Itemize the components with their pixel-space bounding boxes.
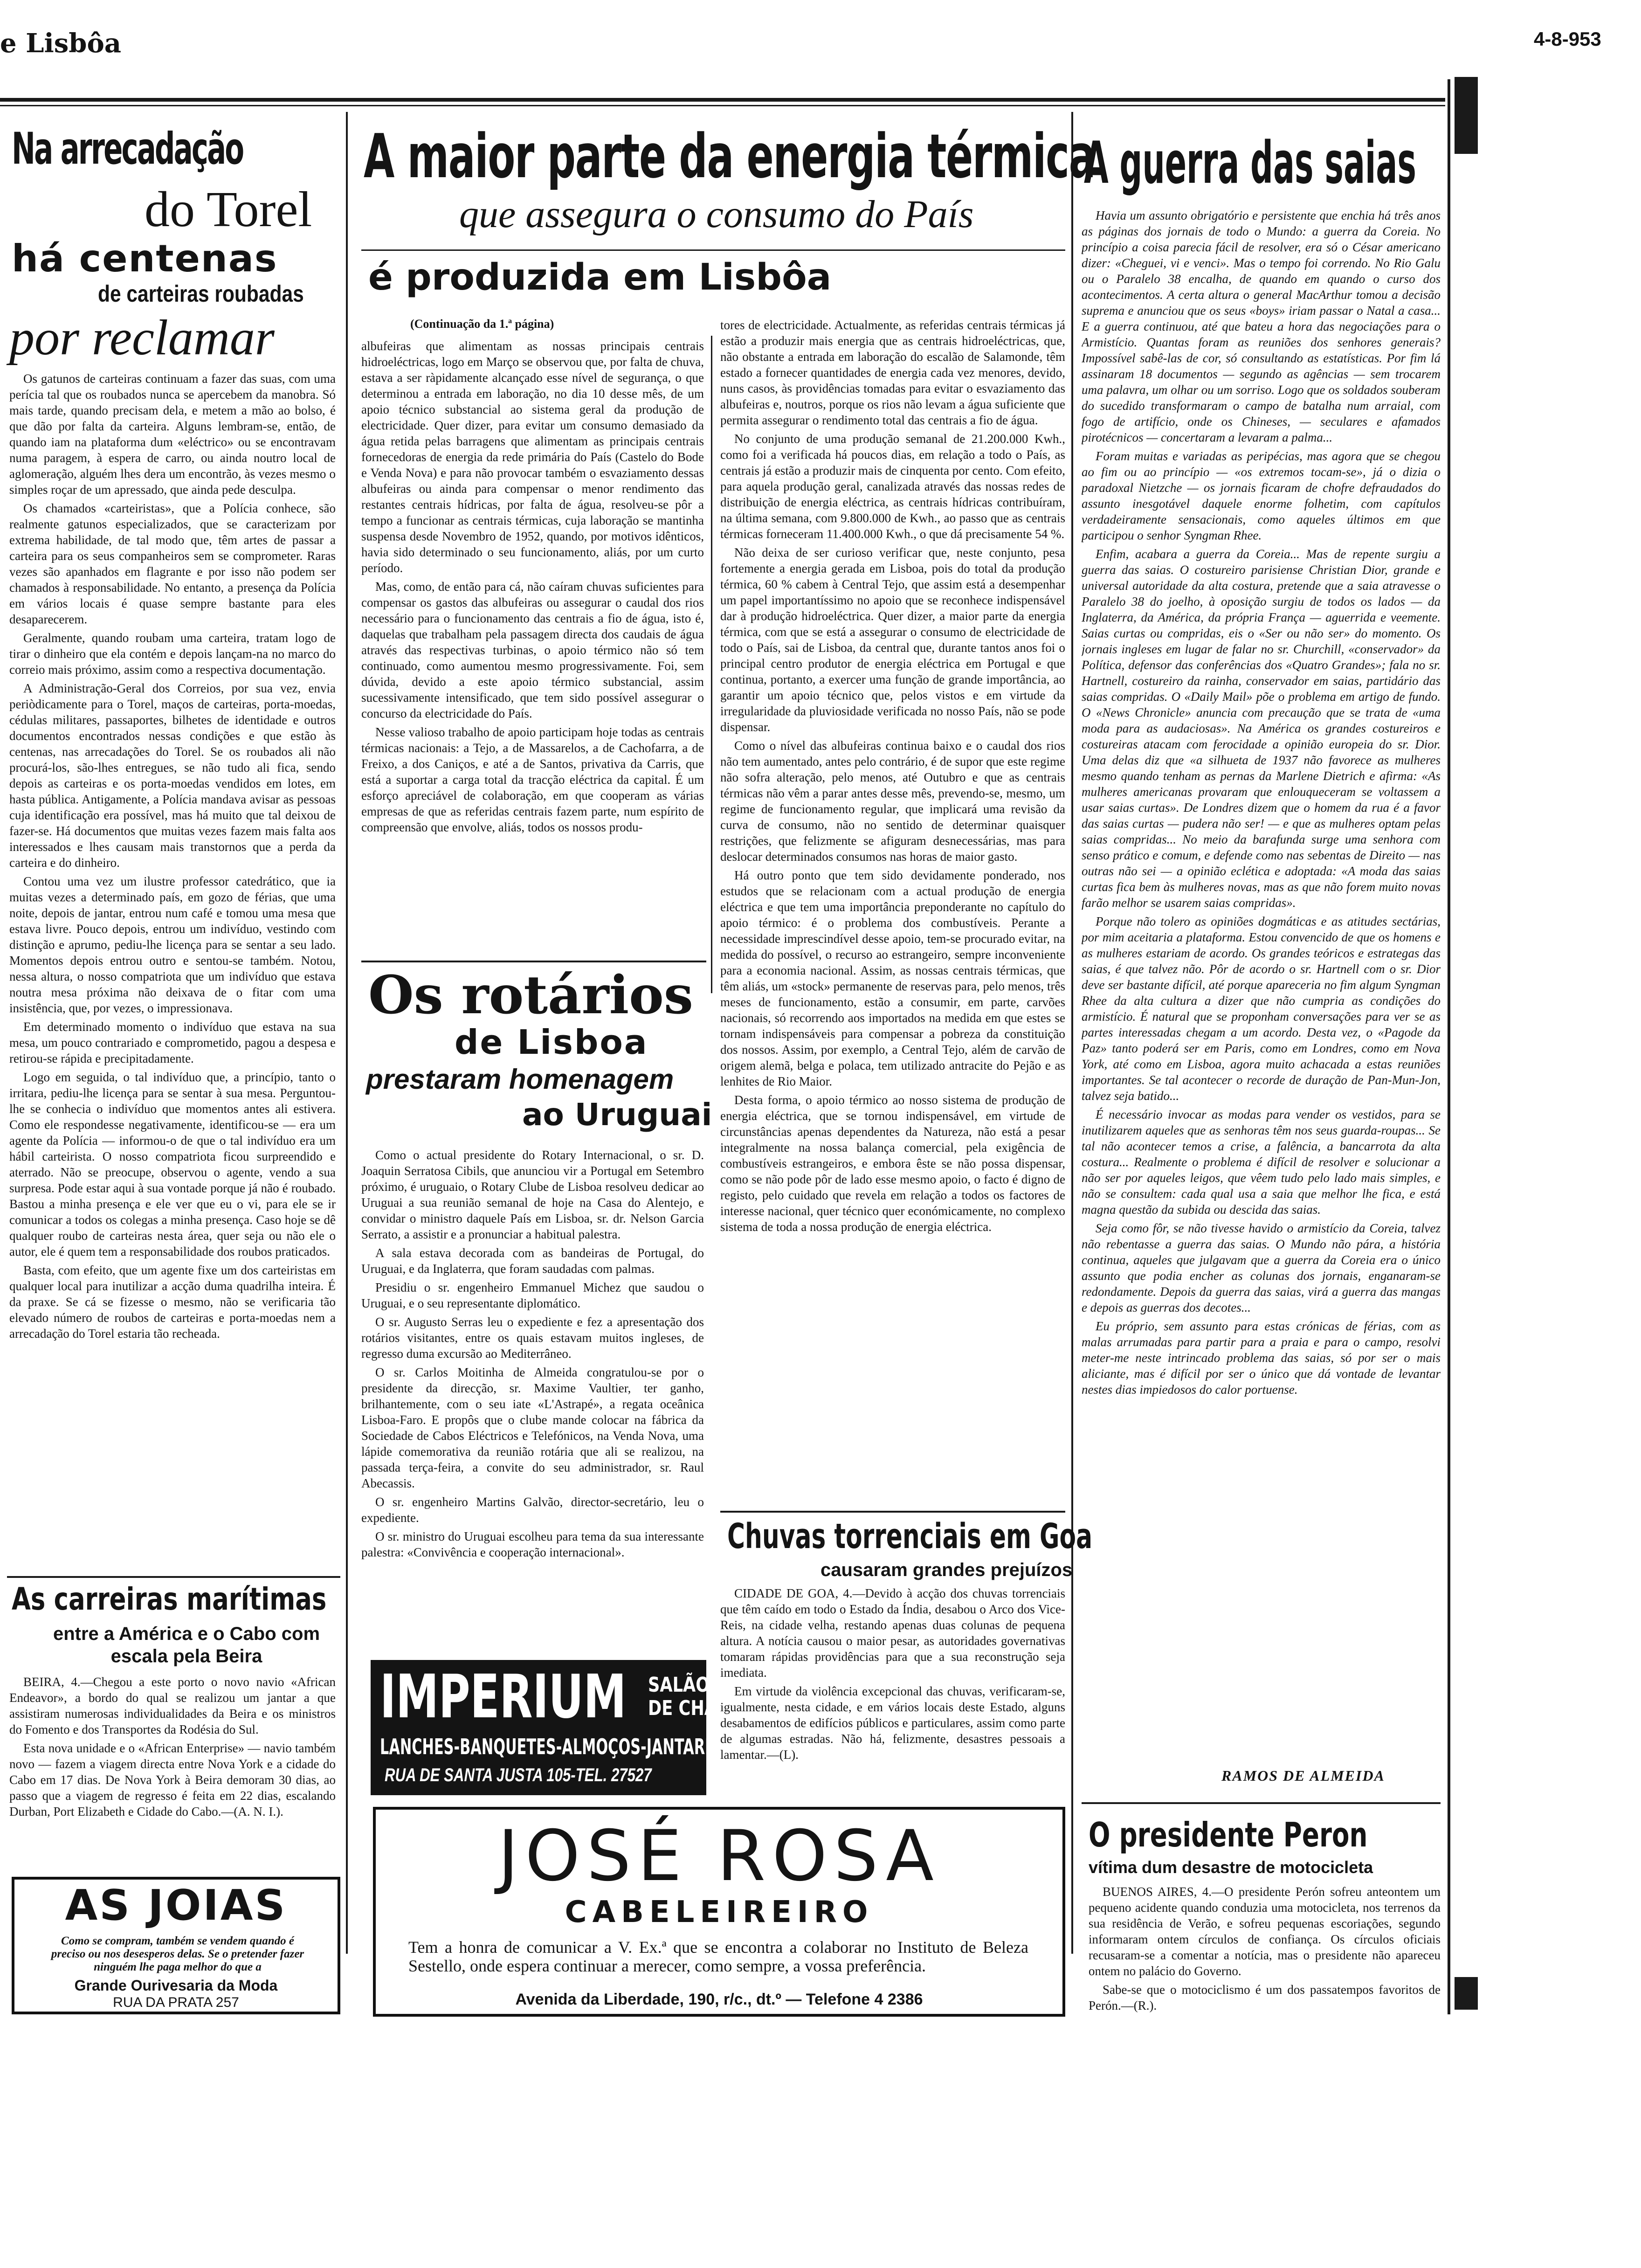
energia-paragraph: Não deixa de ser curioso verificar que, neste conjunto, pesa fortemente a energia gerada em Lisboa, pois do total da produção térmica, 60 % cabem à Central Tejo, que assim está a desempenhar um papel importantíssimo no apoio que se reconhece indispensável dar à produção hidroeléctrica. Quer dizer, a maior parte da energia térmica, com que se está a assegurar o consumo de electricidade de todo o País, sai de Lisboa, da central que, durante tantos anos foi o principal centro produtor de energia eléctrica em Portugal e que continua, portanto, a exercer uma função de grande importância, ao garantir um apoio técnico que, pelos vistos e em virtude da irregularidade da pluviosidade verificada no nosso País, não se pode dispensar.	[720, 546, 1065, 734]
chuvas-headline: Chuvas torrenciais em Goa	[727, 1516, 1093, 1556]
peron-rule	[1082, 1802, 1441, 1804]
energia-paragraph: Desta forma, o apoio térmico ao nosso sistema de produção de energia eléctrica, que se tornou indispensável, em virtude de circunstâncias apenas dependentes da Natureza, não está a pesar integralmente na nossa balança comercial, pela exigência de combustíveis estrangeiros, e embora êste se não possa dispensar, como se não pode pôr de lado esse mesmo apoio, o facto é digno de registo, pelo cuidado que revela em relação a todos os factores de interesse nacional, quer técnico quer económicamente, no complexo sistema de toda a nossa produção de energia eléctrica.	[720, 1093, 1065, 1234]
torel-paragraph: Contou uma vez um ilustre professor catedrático, que ia muitas vezes a determinado país, em gozo de férias, que uma noite, depois de jantar, entrou num café e tomou uma mesa que estava livre. Pouco depois, entrou um indivíduo, vestindo com distinção e aprumo, pediu-lhe licença para se sentar a seu lado. Momentos depois entrou outro e sentou-se também. Notou, nessa altura, o nosso compatriota que um indivíduo que estava noutra mesa próxima não deixava de o fitar com uma insistência, que, por vezes, o impressionava.	[9, 874, 336, 1015]
energia-col-1	[361, 338, 704, 982]
energia-paragraph: Mas, como, de então para cá, não caíram chuvas suficientes para compensar os gastos das albufeiras ou assegurar o caudal dos rios necessário para o funcionamento das centrais a fio de água, isto é, daquelas que trabalham pela passagem directa dos caudais de água através das respectivas turbinas, o apoio térmico não só tem continuado, como aumentou mesmo progressivamente. Foi, sem dúvida, devido a este apoio térmico substancial, assim sucessivamente intensificado, que tem sido possível assegurar o concurso da electricidade do País.	[361, 580, 704, 720]
column-rule-left	[346, 112, 348, 1954]
saias-paragraph: Seja como fôr, se não tivesse havido o armistício da Coreia, talvez não rebentasse a guerra das saias. O Mundo não pára, a história continua, aqueles que julgavam que a guerra da Coreia era o único assunto que podia encher as colunas dos jornais, enganaram-se redondamente. Depois da guerra das saias, virá a guerra das mangas e depois as guerras dos decotes...	[1082, 1221, 1441, 1314]
rotarios-head-1: Os rotários	[368, 965, 693, 1026]
masthead-rule	[0, 98, 1445, 102]
ad-imperium-line-1: LANCHES-BANQUETES-ALMOÇOS-JANTARES	[380, 1734, 725, 1759]
saias-paragraph: Porque não tolero as opiniões dogmáticas e as atitudes sectárias, por mim aceitaria a plataforma. Estou convencido de que os homens e as mulheres estariam de acordo. Os grandes teóricos e estrategas das saias, é que talvez não. Pôr de acordo o sr. Hartnell com o sr. Dior deve ser bastante difícil, até porque apareceria no fim algum Syngman Rhee da alta cultura a dizer que não cumpria as condições do armistício. É natural que se proponham conversações para ver se as partes interessadas chegam a um acordo. Desta vez, o «Pagode da Paz» tanto poderá ser em Paris, como em Londres, como em Nova York, até como em Lisboa, agora muito achacada a estas reuniões importantes. Se tal acontecer o recorde de duração de Pan-Mun-Jon, talvez seja batido...	[1082, 914, 1441, 1103]
peron-paragraph: Sabe-se que o motociclismo é um dos passatempos favoritos de Perón.—(R.).	[1089, 1983, 1441, 2012]
margin-bar-bottom	[1455, 1977, 1478, 2010]
torel-head-2: do Torel	[145, 182, 312, 237]
torel-head-4: de carteiras roubadas	[98, 281, 304, 307]
torel-body	[9, 371, 336, 1588]
masthead-section: e Lisbôa	[0, 28, 122, 59]
ad-imperium-name: IMPERIUM	[380, 1662, 627, 1732]
torel-paragraph: Logo em seguida, o tal indivíduo que, a princípio, tanto o irritara, pediu-lhe licença para se sentar à sua mesa. Perguntou-lhe se conhecia o indivíduo que momentos antes ali estivera. Como ele respondesse negativamente, identificou-se — era um agente da Polícia — informou-o de que o tal indivíduo era um hábil carteirista. O nosso compatriota ficou surpreendido e aterrado. Não se preocupe, observou o agente, vendo a sua surpresa. Pode estar aqui à sua vontade porque já não é roubado. Bastou a minha presença e ele ver que eu o vi, para ele se ir comunicar a todos os colegas a minha presença. Caso hoje se dê qualquer roubo de carteiras nesta área, quer seja ou não ele o autor, ele é quem tem a responsabilidade dos roubos praticados.	[9, 1070, 336, 1258]
peron-subhead: vítima dum desastre de motocicleta	[1089, 1858, 1373, 1877]
energia-head-1: A maior parte da energia térmica	[364, 121, 1096, 192]
energia-continuation: (Continuação da 1.ª página)	[410, 317, 554, 331]
chuvas-paragraph: CIDADE DE GOA, 4.—Devido à acção dos chuvas torrenciais que têm caído em todo o Estado da Índia, desabou o Arco dos Vice-Reis, na cidade velha, restando apenas duas colunas de pequena altura. A notícia causou o maior pesar, as autoridades governativas tomaram rápidas providências para que a sua reconstrução seja imediata.	[720, 1586, 1065, 1680]
carreiras-headline: As carreiras marítimas	[12, 1581, 327, 1617]
rotarios-head-4: ao Uruguai	[522, 1097, 712, 1133]
saias-body	[1082, 207, 1441, 1760]
rotarios-paragraph: O sr. ministro do Uruguai escolheu para tema da sua interessante palestra: «Convivência e cooperação internacional».	[361, 1529, 704, 1559]
chuvas-paragraph: Em virtude da violência excepcional das chuvas, verificaram-se, igualmente, nesta cidade, e em vários locais deste Estado, alguns desabamentos de edifícios públicos e particulares, assim como parte de algumas estradas. Não há, felizmente, desastres pessoais a lamentar.—(L).	[720, 1684, 1065, 1762]
energia-head-3: é produzida em Lisbôa	[368, 256, 832, 298]
chuvas-body	[720, 1585, 1065, 1786]
saias-paragraph: Enfim, acabara a guerra da Coreia... Mas de repente surgiu a guerra das saias. O costureiro parisiense Christian Dior, grande e universal autoridade da alta costura, pretende que a saia atravesse o Paralelo 38 do joelho, à oposição surgiu de todos os lados — da Inglaterra, da América, da própria França — aguerrida e veemente. Saias curtas ou compridas, eis o «Ser ou não ser» do momento. Os jornais ingleses em lugar de falar no sr. Churchill, «conservador» da Política, defensor das conferências dos «Quatro Grandes»; fala no sr. Hartnell, costureiro da rainha, conservador em saias, partidário das saias compridas. O «Daily Mail» põe o problema em artigo de fundo. O «News Chronicle» anuncia com precaução que se trata de «uma moda para as audaciosas». Na América os grandes costureiros e costureiras atacam com ferocidade a opinião europeia do sr. Dior. Uma delas diz que «a silhueta de 1937 não favorece as mulheres mesmo quando tenham as pernas da Marlene Dietrich e afirma: «As mulheres americanas provaram que enlouqueceram se voltassem a usar saias curtas». De Londres dizem que o homem da rua é a favor das saias curtas — pudera não ser! — e que as mulheres optam pelas saias compridas... No meio da barafunda surge uma senhora com senso prático e comum, e defende como nas sebentas de Direito — nas outras não sei — a opinião eclética e adoptada: «A moda das saias curtas fica bem às mulheres novas, mas as que não forem muito novas farão melhor se usarem saias compridas».	[1082, 547, 1441, 910]
rotarios-head-3: prestaram homenagem	[366, 1064, 674, 1095]
saias-paragraph: Foram muitas e variadas as peripécias, mas agora que se chegou ao fim ou ao princípio — «os extremos tocam-se», já o dizia o paradoxal Nietzche — os jornais ficaram de chofre defraudados do assunto inesgotável daquele enorme folhetim, com capítulos verdadeiramente sensacionais, como aqueles últimos em que participou o senhor Syngman Rhee.	[1082, 449, 1441, 542]
ad-jose-rosa-address: Avenida da Liberdade, 190, r/c., dt.º — Telefone 4 2386	[515, 1991, 923, 2008]
peron-paragraph: BUENOS AIRES, 4.—O presidente Perón sofreu anteontem um pequeno acidente quando conduzia uma motocicleta, nos terrenos da sua residência de Verão, e sofreu pequenas escoriações, segundo informaram ontem círculos de confiança. Os círculos oficiais recusaram-se a comentar a notícia, mas o presidente não apareceu ontem no palácio do Governo.	[1089, 1885, 1441, 1978]
rotarios-body	[361, 1147, 704, 1651]
torel-head-3: há centenas	[12, 237, 278, 280]
saias-paragraph: Havia um assunto obrigatório e persistente que enchia há três anos as páginas dos jornais de todo o Mundo: a guerra da Coreia. No princípio a coisa parecia fácil de resolver, era só o César americano dizer: «Cheguei, vi e venci». Mas o tempo foi correndo. No Rio Galu ou o Paralelo 38 encalha, de quando em quando o curso dos acontecimentos. A certa altura o general MacArthur tomou a decisão suprema e anunciou que os seus «boys» iriam passar o Natal a casa... E a guerra continuou, até que bateu a hora das negociações para o Armistício. Quantas foram as reuniões dos senhores generais? Impossível sabê-las de cor, só consultando as estatísticas. Por fim lá assinaram 18 documentos — segundo as agências — sem trocarem uma palavra, um olhar ou um sorriso. Logo que os soldados souberam do sucedido transformaram o campo de batalha num arraial, com fogo de artifício, onde os Chineses, — seculares e afamados pirotécnicos — concertaram a levaram a palma...	[1082, 208, 1441, 444]
rotarios-paragraph: O sr. engenheiro Martins Galvão, director-secretário, leu o expediente.	[361, 1495, 704, 1525]
carreiras-body	[9, 1674, 336, 1870]
ad-joias-name: Grande Ourivesaria da Moda	[74, 1977, 278, 1994]
torel-head-5: por reclamar	[9, 310, 275, 366]
peron-body	[1089, 1884, 1441, 2024]
masthead-date: 4-8-953	[1534, 28, 1601, 50]
rotarios-paragraph: O sr. Augusto Serras leu o expediente e fez a apresentação dos rotários visitantes, entre os quais estavam muitos ingleses, de regresso duma excursão ao Mediterrâneo.	[361, 1315, 704, 1361]
energia-paragraph: tores de electricidade. Actualmente, as referidas centrais térmicas já estão a produzir mais energia que as centrais hidroeléctricas, que, não obstante a entrada em laboração do escalão de Salamonde, têm estado a fornecer quantidades de energia cada vez menores, devido, nuns casos, às providências tomadas para evitar o esvaziamento das albufeiras e, noutros, porque os rios não levam a água suficiente que permita assegurar o rendimento total das centrais a fio de água.	[720, 318, 1065, 427]
energia-head-rule	[361, 249, 1065, 251]
ad-jose-rosa-title: CABELEIREIRO	[565, 1895, 874, 1929]
chuvas-rule	[720, 1511, 1065, 1513]
ad-jose-rosa	[373, 1807, 1065, 2017]
energia-col-2	[720, 317, 1065, 1492]
ad-imperium-side-2: DE CHÁ	[648, 1696, 717, 1720]
torel-paragraph: A Administração-Geral dos Correios, por sua vez, envia periòdicamente para o Torel, maços de carteiras, porta-moedas, cédulas militares, passaportes, bilhetes de identidade e outros documentos encontrados nessas condições e que estão às centenas, nas arrecadações do Torel. Se os roubados ali não procurá-los, são-lhes entregues, se não tudo ali fica, sendo depois as carteiras e os porta-moedas vendidos em lotes, em hasta pública. Antigamente, a Polícia mandava avisar as pessoas cuja identificação era possível, mas há muito que tal deixou de fazer-se. Há documentos que muitas vezes fazem mais falta aos interessados e lhes causam mais transtornos que a perda da carteira e do dinheiro.	[9, 681, 336, 870]
rotarios-paragraph: Como o actual presidente do Rotary Internacional, o sr. D. Joaquin Serratosa Cibils, que anunciou vir a Portugal em Setembro próximo, é uruguaio, o Rotary Clube de Lisboa resolveu dedicar ao Uruguai a sua reunião semanal de hoje na Casa do Alentejo, e convidar o ministro daquele País em Lisboa, sr. dr. Nelson Garcia Serrato, a assistir e a pronunciar a habitual palestra.	[361, 1148, 704, 1241]
energia-paragraph: albufeiras que alimentam as nossas principais centrais hidroeléctricas, logo em Março se observou que, por falta de chuva, estava a ser ràpidamente alcançado esse nível de segurança, o que determinou a entrada em laboração, no dia 10 desse mês, de um apoio técnico substancial ao sistema geral da produção de electricidade. Quer dizer, para evitar um consumo demasiado da água retida pelas barragens que alimentam as principais centrais fornecedoras de energia da rede primária do País (Castelo do Bode e Venda Nova) e para não provocar também o esvaziamento dessas albufeiras ou ainda para compensar o menor rendimento das restantes centrais hídricas, por falta de água, resolveu-se pôr a tempo a funcionar as centrais térmicas, cuja laboração se mantinha suspensa desde Novembro de 1952, quando, por motivos idênticos, havia sido determinado o seu funcionamento, aliás, por um curto período.	[361, 339, 704, 575]
column-rule-middle	[711, 336, 712, 993]
ad-imperium-line-2: RUA DE SANTA JUSTA 105-TEL. 27527	[385, 1765, 652, 1785]
ad-jose-rosa-name: JOSÉ ROSA	[498, 1816, 940, 1897]
saias-paragraph: Eu próprio, sem assunto para estas crónicas de férias, com as malas arrumadas para partir para a praia e para o campo, resolvi meter-me neste intrincado problema das saias, só por ser o mais aliciante, mas é difícil por ser o único que dá vontade de levantar nestes dias impiedosos do calor portuense.	[1082, 1319, 1441, 1397]
rotarios-paragraph: Presidiu o sr. engenheiro Emmanuel Michez que saudou o Uruguai, e o seu representante diplomático.	[361, 1280, 704, 1310]
torel-head-1: Na arrecadação	[12, 124, 243, 174]
saias-author: RAMOS DE ALMEIDA	[1221, 1767, 1385, 1784]
energia-paragraph: Como o nível das albufeiras continua baixo e o caudal dos rios não tem aumentado, antes pelo contrário, é de supor que este regime não sofra alteração, pelo menos, até Outubro e que as centrais térmicas não vêm a parar antes desse mês, prevendo-se, mesmo, um regime de funcionamento regular, que implicará uma revisão da curva de consumo, não no sentido de determinar quaisquer restrições, que felizmente se afiguram desnecessárias, mas para deslocar determinados consumos nas horas de maior gasto.	[720, 739, 1065, 864]
torel-paragraph: Os chamados «carteiristas», que a Polícia conhece, são realmente gatunos especializados, que se caracterizam por extrema habilidade, de tal modo que, têm artes de passar a carteira para os seus companheiros sem se comprometer. Raras vezes são apanhados em flagrante e por isso não podem ser chamados à responsabilidade. No entanto, a presença da Polícia em vários locais é quase sempre bastante para eles desaparecerem.	[9, 501, 336, 626]
torel-paragraph: Geralmente, quando roubam uma carteira, tratam logo de tirar o dinheiro que ela contém e depois lançam-na no marco do correio mais próximo, assim como a respectiva documentação.	[9, 631, 336, 677]
energia-paragraph: Nesse valioso trabalho de apoio participam hoje todas as centrais térmicas nacionais: a Tejo, a de Massarelos, a de Cachofarra, a de Freixo, a dos Caniços, e até a de Santos, privativa da Carris, que está a suportar a carga total da tracção eléctrica da capital. É um esforço apreciável de colaboração, em que cooperam as várias empresas de que as referidas centrais fazem parte, num espírito de compreensão que envolve, aliás, todos os nossos produ-	[361, 725, 704, 834]
saias-headline: A guerra das saias	[1084, 130, 1416, 197]
carreiras-paragraph: Esta nova unidade e o «African Enterprise» — navio também novo — fazem a viagem directa entre Nova York e a cidade do Cabo em 17 dias. De Nova York à Beira demoram 30 dias, ao passo que a viagem de regresso é feita em 22 dias, escalando Durban, Port Elizabeth e Cidade do Cabo.—(A. N. I.).	[9, 1741, 336, 1819]
column-rule-right	[1071, 112, 1073, 1954]
ad-jose-rosa-body: Tem a honra de comunicar a V. Ex.ª que se encontra a colaborar no Instituto de Beleza Sestello, onde espera continuar a merecer, como sempre, a vossa preferência.	[408, 1938, 1028, 1975]
rotarios-rule	[361, 961, 706, 962]
masthead-rule-thin	[0, 105, 1445, 106]
saias-paragraph: É necessário invocar as modas para vender os vestidos, para se inutilizarem aqueles que as senhoras têm nos seus guarda-roupas... Se tal não acontecer temos a crise, a falência, a bancarrota da alta costura... Realmente o problema é difícil de resolver e solucionar a não ser por aqueles leigos, que vêem tudo pelo lado mais simples, e não se consultem: cada qual usa a saia que melhor lhe fica, e está magna questão da subida ou descida das saias.	[1082, 1107, 1441, 1217]
torel-paragraph: Os gatunos de carteiras continuam a fazer das suas, com uma perícia tal que os roubados nunca se apercebem da manobra. Só mais tarde, quando precisam dela, e metem a mão ao bolso, é que dão por falta da carteira. Alguns lembram-se, então, de quando iam na plataforma dum «eléctrico» ou se encontravam numa paragem, à espera de carro, ou ainda noutro local de aglomeração, alguém lhes dera um encontrão, às vezes mesmo o simples roçar de um apressado, que ainda pede desculpa.	[9, 372, 336, 497]
energia-paragraph: Há outro ponto que tem sido devidamente ponderado, nos estudos que se relacionam com a actual produção de energia eléctrica e que tem uma importância preponderante no capítulo do apoio térmico: é o problema dos combustíveis. Perante a necessidade imprescindível desse apoio, tem-se procurado evitar, na medida do possível, o recurso ao estrangeiro, sempre inconveniente para a economia nacional. Assim, as nossas centrais térmicas, que têm aliás, um «stock» permanente de reservas para, pelo menos, três meses de funcionamento, estão a consumir, em parte, carvões nacionais, só recorrendo aos importados na medida em que estes se tornam indispensáveis para compensar a pobreza da constituição dos nossos. Assim, por exemplo, a Central Tejo, além de carvão de origem alemã, belga e polaca, tem utilizado antracite do Pejão e as lenhites de Rio Maior.	[720, 868, 1065, 1088]
ad-joias-title: AS JOIAS	[65, 1881, 287, 1930]
rotarios-head-2: de Lisboa	[455, 1023, 648, 1062]
carreiras-subhead: entre a América e o Cabo com escala pela Beira	[53, 1624, 320, 1666]
energia-head-2: que assegura o consumo do País	[459, 193, 974, 236]
carreiras-paragraph: BEIRA, 4.—Chegou a este porto o novo navio «African Endeavor», a bordo do qual se realizou um jantar a que assistiram numerosas individualidades da Beira e os ministros do Fomento e dos Transportes da Rodésia do Sul.	[9, 1675, 336, 1736]
ad-imperium-side-1: SALÃO	[648, 1673, 710, 1697]
ad-joias-text: Como se compram, também se vendem quando é preciso ou nos desesperos delas. Se o pretender fazer ninguém lhe paga melhor do que a	[51, 1935, 304, 1973]
rotarios-paragraph: O sr. Carlos Moitinha de Almeida congratulou-se por o presidente da direcção, sr. Maxime Vaultier, ter ganho, brilhantemente, com o seu iate «L'Astrapé», a regata oceânica Lisboa-Faro. E propôs que o clube mande colocar na fábrica da Sociedade de Cabos Eléctricos e Telefónicos, na Venda Nova, uma lápide comemorativa da reunião rotária que ali se realizou, na passada terça-feira, a convite do seu administrador, sr. Raul Abecassis.	[361, 1365, 704, 1490]
chuvas-subhead: causaram grandes prejuízos	[820, 1560, 1073, 1580]
margin-bar-top	[1455, 77, 1478, 154]
torel-paragraph: Basta, com efeito, que um agente fixe um dos carteiristas em qualquer local para inutilizar a acção duma quadrilha inteira. É da praxe. Se cá se fizesse o mesmo, não se verificaria tão elevado número de roubos de carteiras e porta-moedas nem a arrecadação do Torel estaria tão recheada.	[9, 1263, 336, 1341]
rotarios-paragraph: A sala estava decorada com as bandeiras de Portugal, do Uruguai, e da Inglaterra, que foram saudadas com palmas.	[361, 1246, 704, 1276]
ad-joias	[12, 1877, 340, 2014]
energia-paragraph: No conjunto de uma produção semanal de 21.200.000 Kwh., como foi a verificada há poucos dias, em relação a todo o País, as centrais já estão a produzir mais de cinquenta por cento. Com efeito, para aquela produção geral, canalizada através das nossas redes de distribuição de energia eléctrica, as centrais hídricas contribuíram, na última semana, com 9.800.000 de Kwh., ao passo que as centrais térmicas forneceram 11.400.000 Kwh., o que dá precisamente 54 %.	[720, 432, 1065, 541]
carreiras-rule	[7, 1576, 340, 1578]
peron-headline: O presidente Peron	[1089, 1815, 1368, 1854]
torel-paragraph: Em determinado momento o indivíduo que estava na sua mesa, um pouco contrariado e comprometido, pagou a despesa e retirou-se rápida e precipitadamente.	[9, 1020, 336, 1065]
page-edge-rule	[1448, 79, 1450, 2014]
ad-joias-address: RUA DA PRATA 257	[113, 1995, 239, 2010]
ad-imperium	[371, 1660, 725, 1795]
